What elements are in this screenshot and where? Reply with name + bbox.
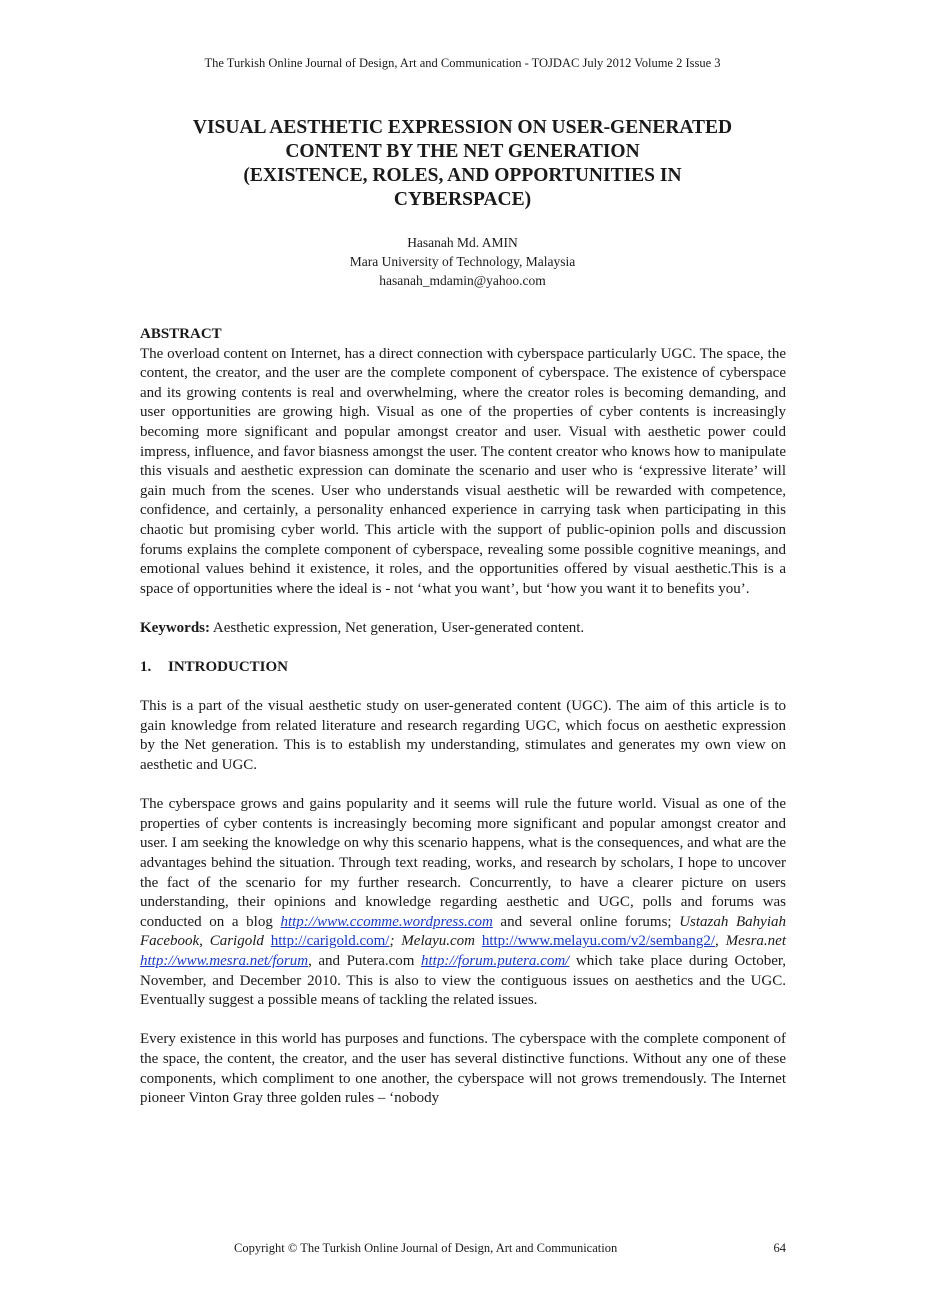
running-header: The Turkish Online Journal of Design, Art and Communication - TOJDAC July 2012 Volume 2 Issue 3	[204, 56, 721, 70]
intro-paragraph-2	[140, 795, 786, 1011]
link-melayu[interactable]: http://www.melayu.com/v2/sembang2/	[481, 933, 716, 950]
paper-body	[140, 325, 786, 1109]
section-heading	[140, 658, 786, 678]
link-mesra[interactable]: http://www.mesra.net/forum	[140, 953, 309, 969]
title-line: VISUAL AESTHETIC EXPRESSION ON USER-GENERATED	[192, 117, 733, 138]
title-line: CONTENT BY THE NET GENERATION	[285, 141, 640, 162]
forum-name: , Mesra.net	[715, 933, 786, 950]
paragraph-text: The cyberspace grows and gains popularity and it seems will rule the future world. Visual as one of the properties of cyber contents is increasingly becoming more significant and popular amongst creator and user. I am seeking the knowledge on why this scenario happens, what is the consequences, and what are the advantages behind the situation. Through text reading, works, and research by scholars, I hope to uncover the fact of the scenario for my further research. Concurrently, to have a clearer picture on users understanding, their opinions and knowledge regarding aesthetic and UGC, polls and forums was conducted on a blog	[140, 796, 786, 930]
author-block	[140, 233, 785, 290]
paragraph-text: which take place during October, November, and December 2010. This is also to view the contiguous issues on aesthetics and the UGC. Eventually suggest a possible means of tackling the related issues.	[140, 953, 786, 1009]
title-line: (EXISTENCE, ROLES, AND OPPORTUNITIES IN	[243, 165, 682, 186]
keywords-text: Aesthetic expression, Net generation, User-generated content.	[210, 619, 585, 636]
section-number: 1.	[140, 659, 152, 676]
footer-copyright: Copyright © The Turkish Online Journal of Design, Art and Communication	[234, 1241, 618, 1255]
page-number: 64	[773, 1241, 786, 1255]
intro-paragraph-3: Every existence in this world has purposes and functions. The cyberspace with the complete component of the space, the content, the creator, and the user has several distinctive functions. Without any one of these components, which compliment to one another, the cyberspace will not grows tremendously. The Internet pioneer Vinton Gray three golden rules – ‘nobody	[140, 1031, 786, 1107]
author-email: hasanah_mdamin@yahoo.com	[379, 273, 546, 288]
section-title: INTRODUCTION	[168, 659, 289, 676]
link-ccomme[interactable]: http://www.ccomme.wordpress.com	[280, 913, 493, 930]
paragraph-text: and several online forums;	[492, 913, 680, 930]
paper-title	[140, 116, 785, 212]
paragraph-text: , and Putera.com	[308, 953, 422, 969]
title-line: CYBERSPACE)	[393, 189, 532, 210]
link-putera[interactable]: http://forum.putera.com/	[421, 953, 570, 969]
author-affiliation: Mara University of Technology, Malaysia	[349, 254, 576, 269]
forum-name: Ustazah Bahyiah Facebook, Carigold	[140, 913, 787, 950]
abstract-heading: ABSTRACT	[140, 326, 222, 342]
abstract-text: The overload content on Internet, has a direct connection with cyberspace particularly UGC. The space, the content, the creator, and the user are the complete component of cyberspace. The existence of cyberspace and its growing contents is real and overwhelming, where the creator roles is becoming demanding, and user opportunities are growing high. Visual as one of the properties of cyber contents is increasingly becoming more significant and popular amongst creator and user. Visual with aesthetic power could impress, influence, and favor biasness amongst the user. The content creator who knows how to manipulate this visuals and aesthetic expression can dominate the scenario and user who is ‘expressive literate’ will gain much from the scenes. User who understands visual aesthetic will be rewarded with competence, confidence, and certainly, a personality enhanced experience in carrying task when participating in this chaotic but promising cyber world. This article with the support of public-opinion polls and discussion forums explains the complete component of cyberspace, revealing some possible cognitive meanings, and emotional values behind it existence, it roles, and the opportunities offered by visual aesthetic.This is a space of opportunities where the ideal is - not ‘what you want’, but ‘how you want it to benefits you’.	[140, 345, 786, 597]
author-name: Hasanah Md. AMIN	[407, 235, 518, 250]
forum-name: ; Melayu.com	[389, 933, 482, 950]
link-carigold[interactable]: http://carigold.com/	[270, 933, 390, 950]
intro-paragraph-1: This is a part of the visual aesthetic study on user-generated content (UGC). The aim of this article is to gain knowledge from related literature and research regarding UGC, which focus on aesthetic expression by the Net generation. This is to establish my understanding, stimulates and generates my own view on aesthetic and UGC.	[140, 698, 786, 774]
keywords-label: Keywords:	[140, 619, 210, 636]
keywords	[140, 619, 786, 639]
